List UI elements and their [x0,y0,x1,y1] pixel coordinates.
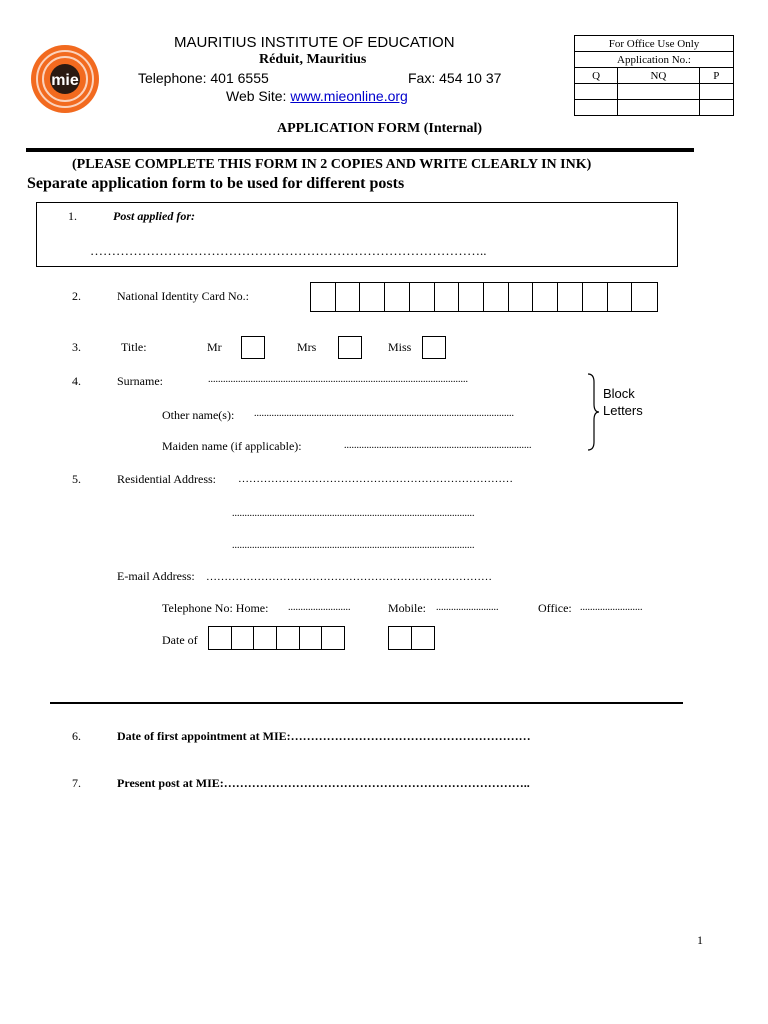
institute-location: Réduit, Mauritius [259,52,367,67]
address-dots-3[interactable]: ................................................................................................. [232,540,475,551]
institute-name: MAURITIUS INSTITUTE OF EDUCATION [174,34,455,51]
title-miss-checkbox[interactable] [422,336,446,359]
q2-label: National Identity Card No.: [117,289,249,303]
title-mr-label: Mr [207,340,222,354]
q1-dots: ……………………………………………………………………………….. [90,243,487,258]
office-cell[interactable] [699,84,733,100]
office-col-p: P [699,68,733,84]
office-tel-dots[interactable]: ......................... [580,602,643,613]
q3-number: 3. [72,340,81,354]
date-boxes[interactable] [208,626,345,650]
nic-cell[interactable] [608,283,633,311]
q5-number: 5. [72,472,81,486]
q6-label[interactable]: Date of first appointment at MIE:…………………………………………………… [117,729,531,743]
date-cell[interactable] [322,627,344,649]
surname-label: Surname: [117,374,163,388]
q7-number: 7. [72,776,81,790]
email-dots[interactable]: …………………………………………………………………… [206,571,492,583]
brace-icon [586,372,600,452]
office-cell[interactable] [618,100,699,116]
date-cell[interactable] [254,627,277,649]
nic-cell[interactable] [360,283,385,311]
svg-text:mie: mie [51,72,79,89]
extra-cell[interactable] [412,627,434,649]
nic-cell[interactable] [509,283,534,311]
header-divider [26,148,694,152]
address-dots-1[interactable]: ………………………………………………………………… [238,473,513,485]
nic-cell[interactable] [533,283,558,311]
date-of-label: Date of [162,633,198,647]
form-title: APPLICATION FORM (Internal) [277,121,483,136]
other-names-dots[interactable]: ........................................................................................................ [254,408,514,419]
nic-cell[interactable] [311,283,336,311]
address-dots-2[interactable]: ................................................................................................. [232,508,475,519]
date-cell[interactable] [209,627,232,649]
q4-number: 4. [72,374,81,388]
title-miss-label: Miss [388,340,412,354]
instruction-line2: Separate application form to be used for different posts [27,175,405,192]
telephone: Telephone: 401 6555 [138,70,269,86]
logo-icon [30,44,100,114]
q1-label: Post applied for: [113,209,195,223]
maiden-name-dots[interactable]: ........................................................................... [344,440,532,451]
office-title: For Office Use Only [575,36,734,52]
section-divider [50,702,683,704]
page-number: 1 [697,933,703,947]
extra-cell[interactable] [389,627,412,649]
title-mr-checkbox[interactable] [241,336,265,359]
nic-cell[interactable] [632,283,657,311]
nic-boxes[interactable] [310,282,658,312]
office-col-q: Q [575,68,618,84]
mobile-dots[interactable]: ......................... [436,602,499,613]
office-cell[interactable] [575,84,618,100]
office-col-nq: NQ [618,68,699,84]
office-cell[interactable] [575,100,618,116]
block-letters-note: Block Letters [603,386,643,418]
extra-boxes[interactable] [388,626,435,650]
mie-logo [30,44,100,114]
date-cell[interactable] [300,627,323,649]
nic-cell[interactable] [336,283,361,311]
website-link[interactable]: www.mieonline.org [290,88,408,104]
email-label: E-mail Address: [117,569,195,583]
instruction-line1: (PLEASE COMPLETE THIS FORM IN 2 COPIES AND WRITE CLEARLY IN INK) [72,157,592,172]
title-mrs-checkbox[interactable] [338,336,362,359]
maiden-name-label: Maiden name (if applicable): [162,439,302,453]
q7-label[interactable]: Present post at MIE:………………………………………………………………….. [117,776,530,790]
website [226,88,408,104]
address-label: Residential Address: [117,472,216,486]
mobile-label: Mobile: [388,601,426,615]
date-cell[interactable] [232,627,255,649]
fax: Fax: 454 10 37 [408,70,502,86]
nic-cell[interactable] [484,283,509,311]
tel-home-dots[interactable]: ......................... [288,602,351,613]
surname-dots[interactable]: ........................................................................................................ [208,374,468,385]
q1-number: 1. [68,209,77,223]
office-tel-label: Office: [538,601,572,615]
title-mrs-label: Mrs [297,340,317,354]
office-use-table [574,35,734,116]
nic-cell[interactable] [459,283,484,311]
office-cell[interactable] [618,84,699,100]
application-no: Application No.: [575,52,734,68]
nic-cell[interactable] [385,283,410,311]
q3-label: Title: [121,340,147,354]
nic-cell[interactable] [558,283,583,311]
date-cell[interactable] [277,627,300,649]
other-names-label: Other name(s): [162,408,235,422]
nic-cell[interactable] [410,283,435,311]
nic-cell[interactable] [435,283,460,311]
tel-home-label: Telephone No: Home: [162,601,269,615]
nic-cell[interactable] [583,283,608,311]
q6-number: 6. [72,729,81,743]
q2-number: 2. [72,289,81,303]
office-cell[interactable] [699,100,733,116]
website-label: Web Site: [226,88,291,104]
